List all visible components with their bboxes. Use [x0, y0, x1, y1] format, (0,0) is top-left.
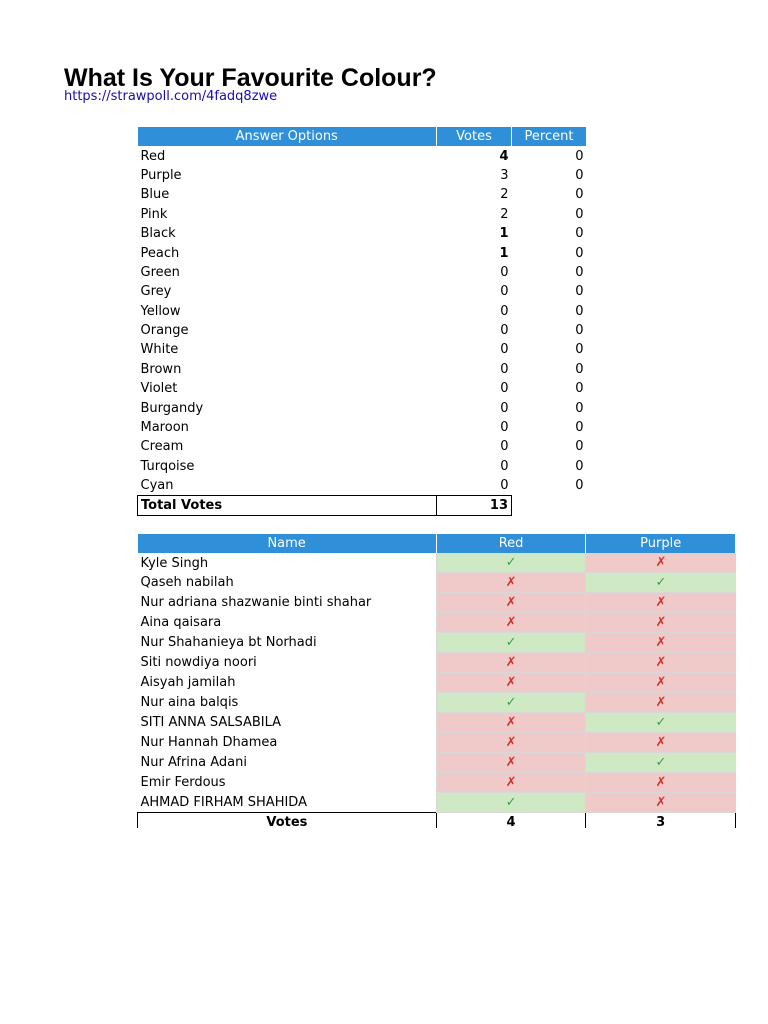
header-answer-options: Answer Options [138, 127, 437, 146]
percent-value: 0 [575, 323, 584, 339]
header-purple: Purple [586, 534, 736, 553]
percent-value: 0 [575, 381, 584, 397]
answer-option: Green [140, 264, 180, 280]
percent-value: 0 [575, 400, 584, 416]
summary-row [138, 243, 587, 262]
answer-option: Burgandy [140, 400, 204, 416]
percent-value: 0 [575, 206, 584, 222]
header-percent: Percent [512, 127, 587, 146]
voter-name: Nur Afrina Adani [140, 755, 247, 771]
cross-icon: ✗ [505, 755, 517, 771]
total-votes-row [138, 496, 587, 516]
cross-icon: ✗ [505, 575, 517, 591]
check-icon: ✓ [505, 635, 517, 651]
summary-row [138, 146, 587, 165]
voter-row [138, 733, 736, 753]
vote-count: 0 [500, 284, 509, 300]
summary-row [138, 302, 587, 321]
check-icon: ✓ [505, 555, 517, 571]
answer-option: Grey [140, 284, 172, 300]
cross-icon: ✗ [505, 675, 517, 691]
voter-name: Nur Shahanieya bt Norhadi [140, 635, 317, 651]
cross-icon: ✗ [505, 775, 517, 791]
summary-row [138, 379, 587, 398]
voter-row [138, 613, 736, 633]
summary-header-row [138, 127, 587, 146]
check-icon: ✓ [655, 755, 667, 771]
purple-vote-cell [586, 593, 736, 613]
voter-name: Aisyah jamilah [140, 675, 236, 691]
voters-votes-row [138, 813, 736, 828]
cross-icon: ✗ [655, 695, 667, 711]
vote-count: 0 [500, 323, 509, 339]
vote-count: 0 [500, 478, 509, 494]
red-vote-cell [436, 713, 586, 733]
red-vote-cell [436, 553, 586, 573]
vote-count: 4 [499, 148, 509, 164]
red-vote-cell [436, 593, 586, 613]
voters-table-viewport [137, 534, 736, 828]
cross-icon: ✗ [505, 655, 517, 671]
total-empty-cell [512, 496, 587, 516]
answer-option: Maroon [140, 420, 189, 436]
vote-count: 0 [500, 420, 509, 436]
cross-icon: ✗ [655, 655, 667, 671]
voter-row [138, 633, 736, 653]
cross-icon: ✗ [505, 735, 517, 751]
cross-icon: ✗ [655, 635, 667, 651]
voter-name: Aina qaisara [140, 615, 222, 631]
voter-name: Qaseh nabilah [140, 575, 234, 591]
cross-icon: ✗ [505, 595, 517, 611]
cross-icon: ✗ [655, 595, 667, 611]
red-vote-cell [436, 653, 586, 673]
votes-purple: 3 [586, 813, 736, 828]
red-vote-cell [436, 573, 586, 593]
summary-row [138, 321, 587, 340]
vote-count: 0 [500, 458, 509, 474]
voter-name: Nur adriana shazwanie binti shahar [140, 595, 372, 611]
vote-count: 0 [500, 361, 509, 377]
cross-icon: ✗ [655, 775, 667, 791]
voter-row [138, 753, 736, 773]
voters-header-row [138, 534, 736, 553]
vote-count: 2 [500, 187, 509, 203]
answer-option: Cyan [140, 478, 174, 494]
votes-red: 4 [436, 813, 586, 828]
summary-row [138, 360, 587, 379]
votes-label: Votes [138, 813, 437, 828]
cross-icon: ✗ [655, 615, 667, 631]
summary-row [138, 185, 587, 204]
summary-row [138, 476, 587, 496]
answer-option: Pink [140, 206, 168, 222]
voter-row [138, 773, 736, 793]
vote-count: 1 [499, 245, 509, 261]
voter-row [138, 693, 736, 713]
summary-row [138, 418, 587, 437]
red-vote-cell [436, 733, 586, 753]
percent-value: 0 [575, 458, 584, 474]
summary-row [138, 166, 587, 185]
check-icon: ✓ [505, 795, 517, 811]
header-red: Red [436, 534, 586, 553]
percent-value: 0 [575, 420, 584, 436]
percent-value: 0 [575, 361, 584, 377]
voter-row [138, 793, 736, 813]
header-votes: Votes [437, 127, 512, 146]
vote-count: 0 [500, 303, 509, 319]
red-vote-cell [436, 693, 586, 713]
cross-icon: ✗ [505, 615, 517, 631]
cross-icon: ✗ [655, 555, 667, 571]
red-vote-cell [436, 753, 586, 773]
summary-row [138, 437, 587, 456]
check-icon: ✓ [505, 695, 517, 711]
purple-vote-cell [586, 613, 736, 633]
percent-value: 0 [575, 478, 584, 494]
voter-row [138, 713, 736, 733]
voter-row [138, 653, 736, 673]
purple-vote-cell [586, 753, 736, 773]
percent-value: 0 [575, 439, 584, 455]
purple-vote-cell [586, 793, 736, 813]
purple-vote-cell [586, 693, 736, 713]
percent-value: 0 [575, 187, 584, 203]
voter-row [138, 553, 736, 573]
red-vote-cell [436, 793, 586, 813]
red-vote-cell [436, 613, 586, 633]
voters-table [137, 534, 736, 828]
vote-count: 0 [500, 264, 509, 280]
red-vote-cell [436, 673, 586, 693]
voter-row [138, 573, 736, 593]
answer-option: Brown [140, 361, 182, 377]
summary-row [138, 263, 587, 282]
vote-count: 0 [500, 439, 509, 455]
percent-value: 0 [575, 264, 584, 280]
purple-vote-cell [586, 573, 736, 593]
poll-link[interactable]: https://strawpoll.com/4fadq8zwe [64, 89, 278, 104]
cross-icon: ✗ [655, 795, 667, 811]
voter-row [138, 673, 736, 693]
percent-value: 0 [575, 167, 584, 183]
voter-row [138, 593, 736, 613]
voter-name: Siti nowdiya noori [140, 655, 257, 671]
header-name: Name [138, 534, 437, 553]
percent-value: 0 [575, 245, 584, 261]
answer-option: Turqoise [140, 458, 195, 474]
answer-option: Red [140, 148, 166, 164]
red-vote-cell [436, 633, 586, 653]
purple-vote-cell [586, 673, 736, 693]
summary-row [138, 224, 587, 243]
vote-count: 2 [500, 206, 509, 222]
summary-table [137, 127, 587, 516]
answer-option: White [140, 342, 179, 358]
cross-icon: ✗ [505, 715, 517, 731]
percent-value: 0 [575, 148, 584, 164]
answer-option: Peach [140, 245, 180, 261]
cross-icon: ✗ [655, 675, 667, 691]
total-votes-label: Total Votes [138, 496, 437, 516]
document-title: What Is Your Favourite Colour? [64, 64, 437, 92]
vote-count: 3 [500, 167, 509, 183]
voter-name: AHMAD FIRHAM SHAHIDA [140, 795, 307, 811]
answer-option: Violet [140, 381, 178, 397]
vote-count: 0 [500, 342, 509, 358]
purple-vote-cell [586, 553, 736, 573]
voter-name: Nur Hannah Dhamea [140, 735, 278, 751]
purple-vote-cell [586, 733, 736, 753]
answer-option: Cream [140, 439, 184, 455]
summary-row [138, 398, 587, 417]
purple-vote-cell [586, 653, 736, 673]
total-votes-value: 13 [437, 496, 512, 516]
voter-name: Nur aina balqis [140, 695, 239, 711]
vote-count: 0 [500, 400, 509, 416]
voter-name: Kyle Singh [140, 555, 209, 571]
vote-count: 1 [499, 226, 509, 242]
percent-value: 0 [575, 303, 584, 319]
answer-option: Orange [140, 323, 189, 339]
vote-count: 0 [500, 381, 509, 397]
check-icon: ✓ [655, 575, 667, 591]
check-icon: ✓ [655, 715, 667, 731]
percent-value: 0 [575, 342, 584, 358]
answer-option: Black [140, 226, 176, 242]
answer-option: Blue [140, 187, 170, 203]
answer-option: Yellow [140, 303, 181, 319]
summary-row [138, 457, 587, 476]
answer-option: Purple [140, 167, 182, 183]
percent-value: 0 [575, 226, 584, 242]
summary-row [138, 340, 587, 359]
red-vote-cell [436, 773, 586, 793]
voter-name: Emir Ferdous [140, 775, 226, 791]
summary-row [138, 205, 587, 224]
purple-vote-cell [586, 773, 736, 793]
summary-row [138, 282, 587, 301]
percent-value: 0 [575, 284, 584, 300]
cross-icon: ✗ [655, 735, 667, 751]
purple-vote-cell [586, 633, 736, 653]
voter-name: SITI ANNA SALSABILA [140, 715, 282, 731]
purple-vote-cell [586, 713, 736, 733]
